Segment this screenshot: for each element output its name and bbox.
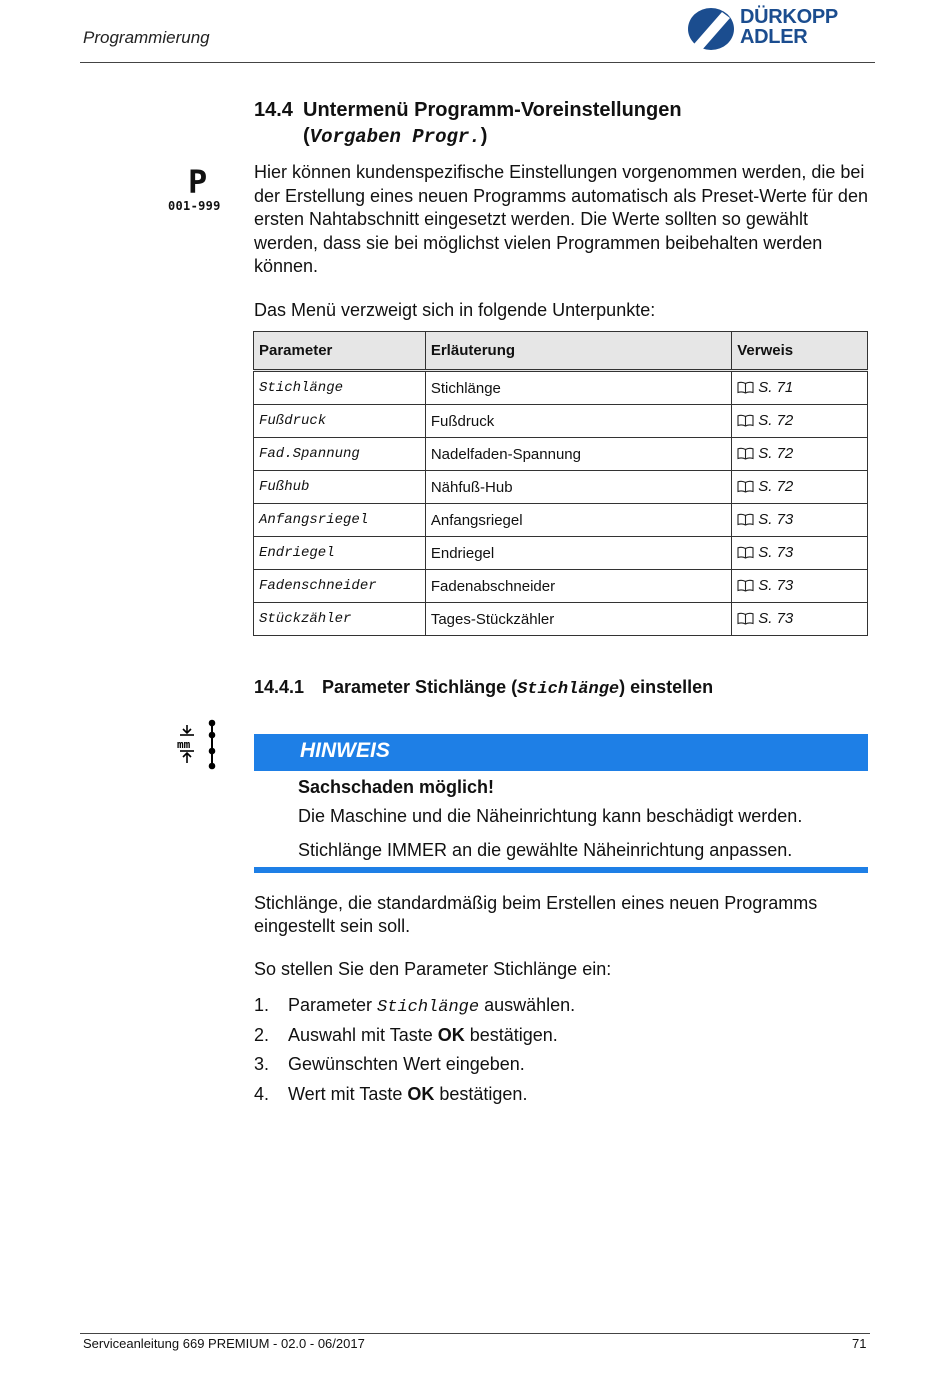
reference-page[interactable]: S. 72 [758,477,794,495]
param-description: Nähfuß-Hub [425,471,731,504]
parameter-table [253,331,868,636]
notice-heading: Sachschaden möglich! [298,777,495,797]
param-name: Endriegel [254,537,426,570]
table-header-row [254,332,868,371]
param-reference[interactable] [732,405,868,438]
brand-logo-mark [686,6,736,52]
book-icon [737,447,754,464]
table-row [254,405,868,438]
param-name: Stichlänge [254,371,426,405]
default-paragraph: Stichlänge, die standardmäßig beim Erstellen eines neuen Programms eingestellt sein soll. [254,893,818,936]
notice-title: HINWEIS [300,739,390,762]
book-icon [737,546,754,563]
step-list [254,995,575,1113]
key-label: OK [407,1083,435,1104]
reference-page[interactable]: S. 73 [758,543,794,561]
param-name: Fußhub [254,471,426,504]
section-number: 14.4 [254,99,293,121]
subsection-heading: 14.4.1 Parameter Stichlänge (Stichlänge) einstellen [254,677,714,699]
param-description: Endriegel [425,537,731,570]
program-range: 001-999 [168,199,221,213]
step-code: Stichlänge [377,998,480,1017]
reference-page[interactable]: S. 73 [758,576,794,594]
brand-logo [686,6,876,54]
param-name: Fußdruck [254,405,426,438]
notice-text-1: Die Maschine und die Näheinrichtung kann beschädigt werden. [298,806,803,826]
program-display-icon [168,163,230,216]
table-row [254,371,868,405]
running-header: Programmierung [83,28,210,47]
table-header-parameter: Parameter [254,332,426,371]
logo-text-line2: ADLER [740,26,808,48]
key-label: OK [437,1024,465,1045]
section-menu-name: (Vorgaben Progr.) [303,125,488,148]
reference-page[interactable]: S. 72 [758,444,794,462]
stitch-length-icon [174,719,222,771]
param-reference[interactable] [732,504,868,537]
list-item: 1. Parameter Stichlänge auswählen. [254,995,576,1017]
book-icon [737,414,754,431]
param-name: Anfangsriegel [254,504,426,537]
table-row [254,438,868,471]
param-reference[interactable] [732,371,868,405]
param-reference[interactable] [732,603,868,636]
param-description: Nadelfaden-Spannung [425,438,731,471]
notice-bottom-rule [254,867,868,873]
param-name: Fad.Spannung [254,438,426,471]
param-description: Fußdruck [425,405,731,438]
reference-page[interactable]: S. 73 [758,609,794,627]
notice-text-2: Stichlänge IMMER an die gewählte Näheinrichtung anpassen. [298,840,793,860]
param-description: Stichlänge [425,371,731,405]
svg-text:mm: mm [177,738,191,751]
book-icon [737,381,754,398]
footer-document-title: Serviceanleitung 669 PREMIUM - 02.0 - 06/2017 [83,1336,365,1351]
intro-paragraph: Hier können kundenspezifische Einstellungen vorgenommen werden, die bei der Erstellung eines neuen Programms automatisch als Preset-Werte für den ersten Nahtabschnitt eingesetzt werden. Die Werte sollten so gewählt werden, dass sie bei möglichst vielen Programmen beibehalten werden können. [254,162,868,276]
param-reference[interactable] [732,570,868,603]
book-icon [737,513,754,530]
list-item: 2. Auswahl mit Taste OK bestätigen. [254,1024,558,1045]
logo-text-line1: DÜRKOPP [740,6,838,28]
list-item: 4. Wert mit Taste OK bestätigen. [254,1083,528,1104]
table-row [254,504,868,537]
param-reference[interactable] [732,471,868,504]
list-item: 3. Gewünschten Wert eingeben. [254,1054,525,1074]
subsection-number: 14.4.1 [254,677,305,697]
howto-paragraph: So stellen Sie den Parameter Stichlänge ein: [254,959,612,979]
param-name: Fadenschneider [254,570,426,603]
param-description: Anfangsriegel [425,504,731,537]
table-row [254,603,868,636]
section-heading [254,99,682,122]
reference-page[interactable]: S. 73 [758,510,794,528]
table-body [254,371,868,636]
reference-page[interactable]: S. 72 [758,411,794,429]
param-description: Tages-Stückzähler [425,603,731,636]
subsection-code: Stichlänge [517,680,620,699]
table-header-reference: Verweis [732,332,868,371]
table-row [254,471,868,504]
reference-page[interactable]: S. 71 [758,378,794,396]
book-icon [737,480,754,497]
table-row [254,570,868,603]
page-number: 71 [852,1336,867,1351]
table-row [254,537,868,570]
table-header-description: Erläuterung [425,332,731,371]
menu-code: Vorgaben Progr. [309,126,481,148]
branch-paragraph: Das Menü verzweigt sich in folgende Unterpunkte: [254,300,656,320]
footer-rule [80,1333,870,1334]
book-icon [737,579,754,596]
param-reference[interactable] [732,537,868,570]
param-reference[interactable] [732,438,868,471]
header-rule [80,62,875,63]
param-name: Stückzähler [254,603,426,636]
notice-banner [254,734,868,771]
program-letter: P [188,163,208,201]
section-title: Untermenü Programm-Voreinstellungen [303,99,682,121]
book-icon [737,612,754,629]
param-description: Fadenabschneider [425,570,731,603]
